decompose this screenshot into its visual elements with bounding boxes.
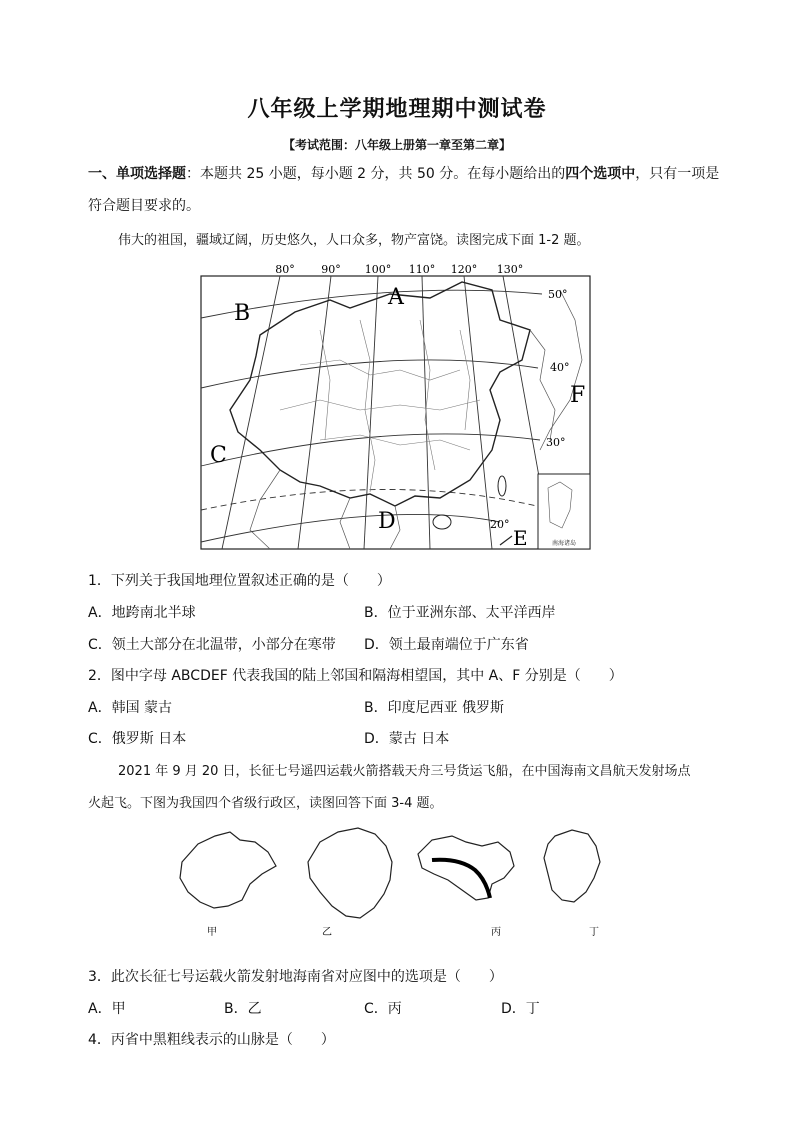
page-title: 八年级上学期地理期中测试卷 [247, 97, 547, 122]
label-jia: 甲 [207, 927, 217, 938]
label-yi: 乙 [322, 927, 332, 938]
letter-f: F [570, 383, 586, 408]
q3-option-b[interactable]: B．乙 [224, 1001, 262, 1017]
intro-paragraph-1: 伟大的祖国，疆域辽阔，历史悠久，人口众多，物产富饶。读图完成下面 1-2 题。 [118, 233, 590, 248]
inset-label: 南海诸岛 [551, 540, 577, 547]
province-yi [308, 828, 392, 918]
question-2-stem: 2．图中字母 ABCDEF 代表我国的陆上邻国和隔海相望国，其中 A、F 分别是（ ） [88, 668, 623, 684]
section-heading: 一、单项选择题 [88, 166, 186, 182]
letter-a: A [388, 285, 404, 310]
province-bing [418, 836, 514, 900]
q1-option-c[interactable]: C．领土大部分在北温带，小部分在寒带 [88, 637, 336, 653]
province-ding [544, 830, 600, 902]
q1-option-b[interactable]: B．位于亚洲东部、太平洋西岸 [364, 605, 556, 621]
q2-option-a[interactable]: A．韩国 蒙古 [88, 700, 173, 716]
lon-label-120: 120° [450, 263, 478, 276]
section-desc-1: ：本题共 25 小题，每小题 2 分，共 50 分。在每小题给出的 [186, 166, 566, 182]
inset-frame [538, 474, 590, 549]
q2-option-d[interactable]: D．蒙古 日本 [364, 731, 450, 747]
letter-d: D [378, 509, 396, 534]
province-shapes [170, 822, 610, 942]
question-3-stem: 3．此次长征七号运载火箭发射地海南省对应图中的选项是（ ） [88, 969, 503, 985]
q2-option-b[interactable]: B．印度尼西亚 俄罗斯 [364, 700, 505, 716]
letter-e: E [513, 526, 528, 550]
letter-b: B [234, 301, 251, 326]
q1-option-a[interactable]: A．地跨南北半球 [88, 605, 196, 621]
lat-label-20: 20° [490, 518, 510, 531]
lat-label-40: 40° [550, 361, 570, 374]
lon-label-130: 130° [496, 263, 524, 276]
section-desc-2: 符合题目要求的。 [88, 198, 200, 214]
section-instructions [88, 164, 719, 184]
exam-scope: 【考试范围：八年级上册第一章至第二章】 [282, 138, 511, 152]
letter-c: C [210, 443, 227, 468]
q3-option-d[interactable]: D．丁 [501, 1001, 540, 1017]
province-jia [180, 832, 276, 908]
lon-label-90: 90° [321, 263, 341, 276]
q3-option-a[interactable]: A．甲 [88, 1001, 126, 1017]
lat-label-30: 30° [546, 436, 566, 449]
lon-label-80: 80° [275, 263, 295, 276]
lon-label-110: 110° [408, 263, 436, 276]
question-1-stem: 1．下列关于我国地理位置叙述正确的是（ ） [88, 573, 391, 589]
section-desc-emph: 四个选项中 [565, 166, 636, 182]
q3-option-c[interactable]: C．丙 [364, 1001, 402, 1017]
label-ding: 丁 [589, 927, 599, 938]
mountain-range-line [432, 860, 490, 898]
question-4-stem: 4．丙省中黑粗线表示的山脉是（ ） [88, 1032, 335, 1048]
section-desc-1-end: ，只有一项是 [635, 166, 720, 182]
lon-label-100: 100° [364, 263, 392, 276]
intro-paragraph-2-line1: 2021 年 9 月 20 日，长征七号遥四运载火箭搭载天舟三号货运飞船，在中国海南文昌航天发射场点 [118, 764, 691, 779]
q1-option-d[interactable]: D．领土最南端位于广东省 [364, 637, 529, 653]
lat-label-50: 50° [548, 288, 568, 301]
q2-option-c[interactable]: C．俄罗斯 日本 [88, 731, 187, 747]
intro-paragraph-2-line2: 火起飞。下图为我国四个省级行政区，读图回答下面 3-4 题。 [88, 796, 443, 811]
china-map [200, 260, 592, 552]
label-bing: 丙 [491, 927, 501, 938]
